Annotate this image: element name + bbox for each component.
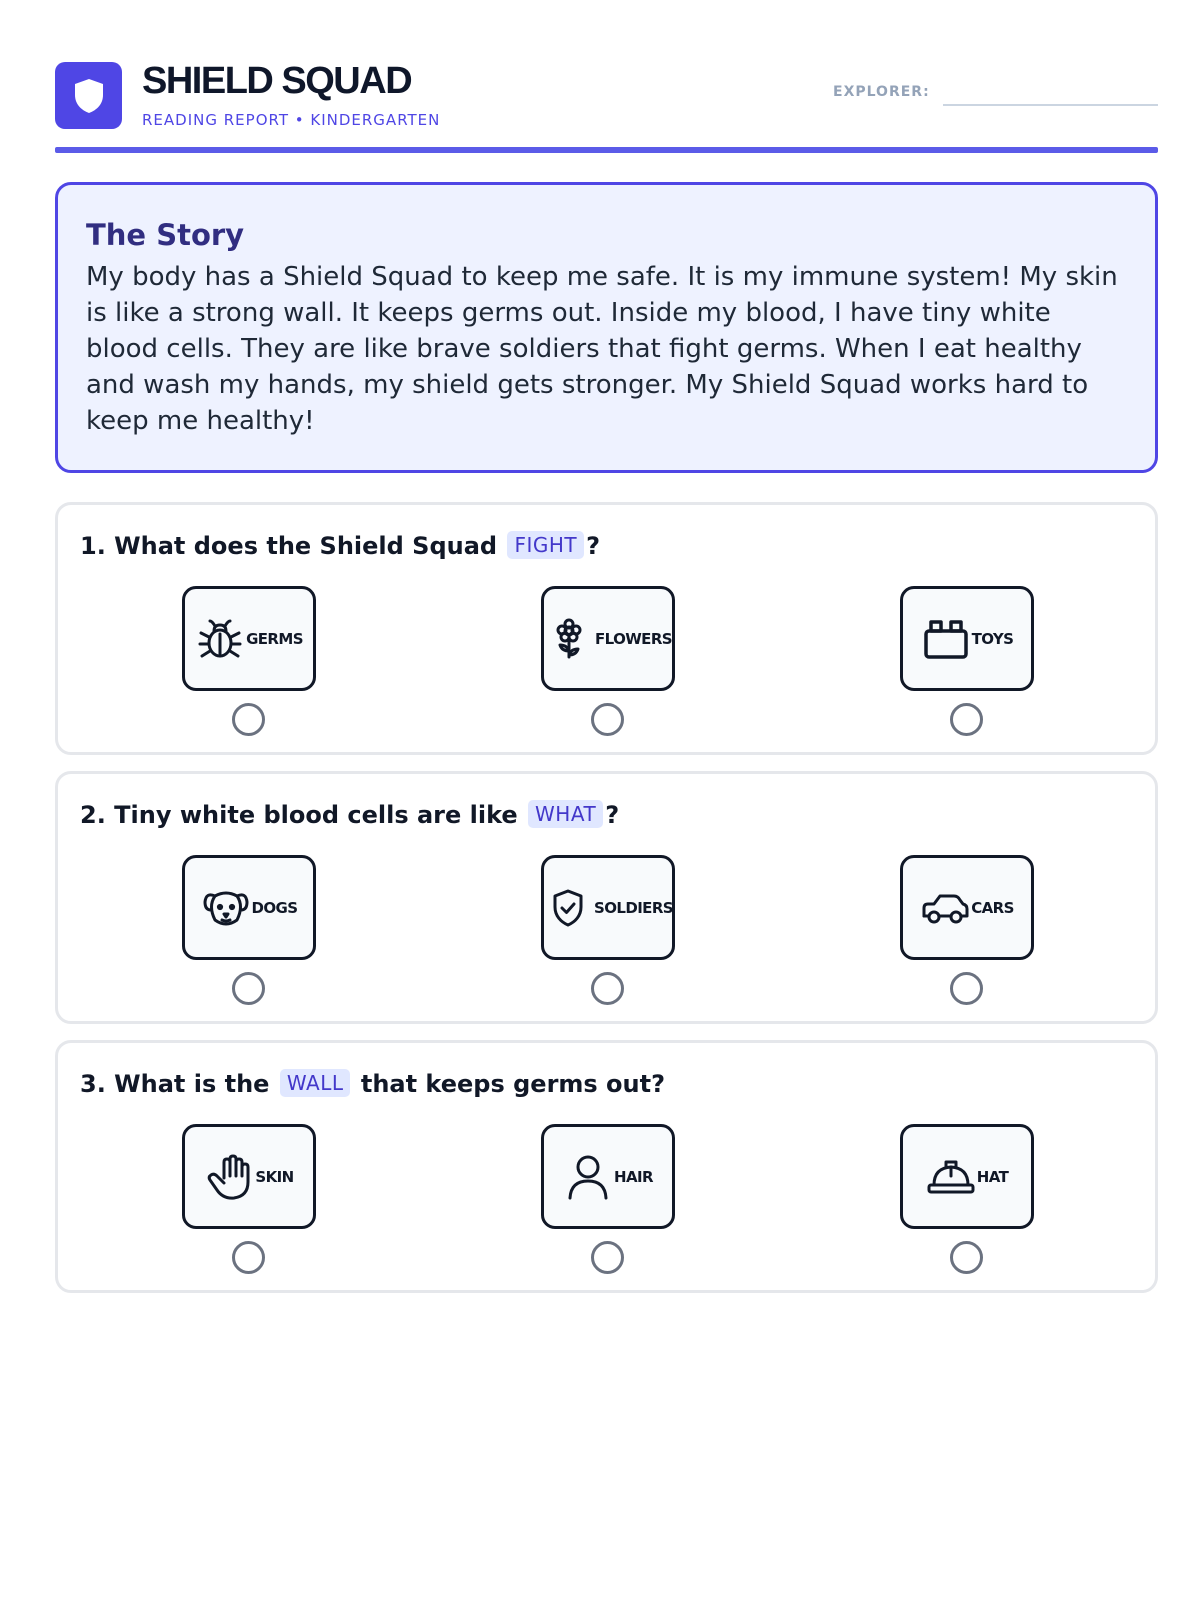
answer-radio-flowers[interactable] [591,703,624,736]
brand-subtitle: READING REPORT • KINDERGARTEN [142,111,441,129]
answer-radio-skin[interactable] [232,1241,265,1274]
story-title: The Story [86,218,245,252]
answer-option-germs[interactable] [182,586,316,691]
option-label: FLOWERS [595,629,672,648]
story-text: My body has a Shield Squad to keep me safe. It is my immune system! My skin is like a strong wall. It keeps germs out. Inside my blood, I have tiny white blood cells. They are like brave soldiers that fight germs. When I eat healthy and wash my hands, my shield gets stronger. My Shield Squad works hard to keep me healthy! [86,262,1118,436]
answer-radio-toys[interactable] [950,703,983,736]
question-keyword: WALL [280,1069,351,1097]
option-label: HAIR [614,1167,653,1186]
answer-option-toys[interactable] [900,586,1034,691]
answer-radio-hat[interactable] [950,1241,983,1274]
explorer-name-line[interactable] [943,104,1158,106]
explorer-label: EXPLORER: [833,84,930,100]
question-prompt [80,529,600,563]
answer-option-hat[interactable] [900,1124,1034,1229]
shield-logo [55,62,122,129]
question-card [55,1040,1158,1293]
question-text: 3. What is the [80,1070,270,1098]
question-prompt [80,798,619,832]
dog-icon [201,883,251,933]
question-text: 2. Tiny white blood cells are like [80,801,518,829]
answer-radio-dogs[interactable] [232,972,265,1005]
answer-radio-soldiers[interactable] [591,972,624,1005]
bug-icon [195,614,245,664]
shield-check-icon [543,883,593,933]
shield-icon [72,77,106,115]
answer-radio-germs[interactable] [232,703,265,736]
question-card [55,771,1158,1024]
answer-option-cars[interactable] [900,855,1034,960]
page-header [55,60,1158,154]
answer-option-hair[interactable] [541,1124,675,1229]
story-box [55,182,1158,473]
hard-hat-icon [926,1152,976,1202]
header-divider [55,147,1158,153]
question-text-end: that keeps germs out? [360,1070,666,1098]
answer-radio-cars[interactable] [950,972,983,1005]
answer-option-skin[interactable] [182,1124,316,1229]
question-text-end: ? [605,801,620,829]
option-label: SOLDIERS [594,898,673,917]
answer-option-soldiers[interactable] [541,855,675,960]
question-prompt [80,1067,665,1101]
person-icon [563,1152,613,1202]
toy-block-icon [921,614,971,664]
option-label: GERMS [246,629,303,648]
hand-icon [204,1152,254,1202]
answer-radio-hair[interactable] [591,1241,624,1274]
flower-icon [544,614,594,664]
option-label: HAT [976,1167,1009,1186]
question-keyword: WHAT [528,800,603,828]
option-label: CARS [971,898,1014,917]
option-label: SKIN [255,1167,294,1186]
question-keyword: FIGHT [507,531,584,559]
car-icon [920,883,970,933]
question-text: 1. What does the Shield Squad [80,532,498,560]
question-card [55,502,1158,755]
answer-option-flowers[interactable] [541,586,675,691]
question-text-end: ? [586,532,601,560]
option-label: DOGS [251,898,298,917]
answer-option-dogs[interactable] [182,855,316,960]
option-label: TOYS [971,629,1014,648]
brand-title: SHIELD SQUAD [142,60,412,102]
